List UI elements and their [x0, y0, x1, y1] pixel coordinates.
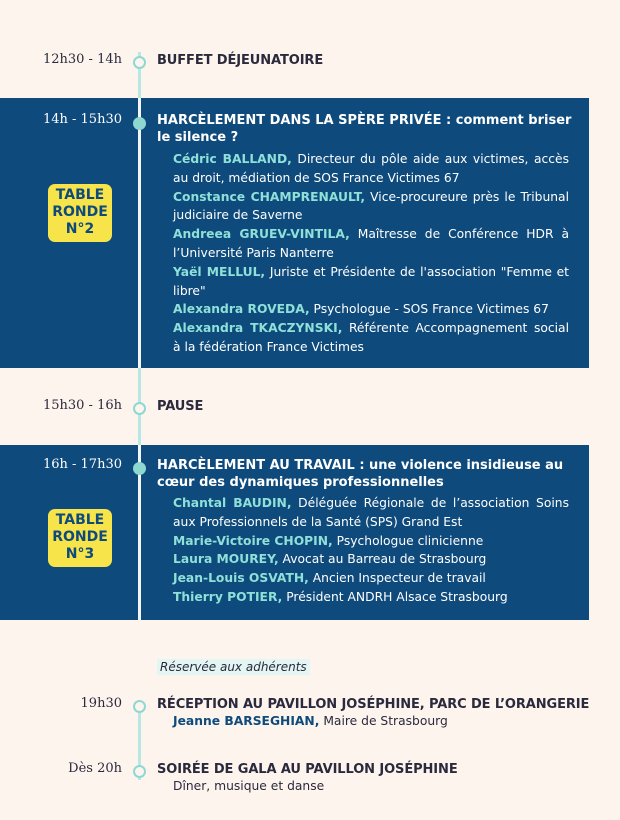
speaker-role: Psychologue - SOS France Victimes 67: [309, 302, 549, 317]
speaker: [173, 588, 569, 607]
roundtable-3-title: HARCÈLEMENT AU TRAVAIL : une violence insidieuse au cœur des dynamiques professionnelles: [157, 458, 564, 490]
speaker-role: Président ANDRH Alsace Strasbourg: [282, 589, 508, 604]
speaker: [173, 532, 569, 551]
speaker-role: Avocat au Barreau de Strasbourg: [278, 552, 487, 567]
time-gala: Dès 20h: [68, 761, 122, 776]
speaker-name: Thierry POTIER,: [173, 589, 283, 604]
timeline-dot-roundtable-3: [133, 462, 146, 475]
speaker-role: Référente Accompagnement social à la fédération France Victimes: [173, 321, 569, 354]
speaker: [173, 569, 569, 588]
badge-line-1: TABLE: [55, 187, 105, 203]
speaker-name: Yaël MELLUL,: [173, 264, 266, 279]
roundtable-3-block: [0, 445, 589, 620]
badge-line-3: N°3: [65, 546, 95, 562]
roundtable-3-speakers: [173, 494, 569, 607]
roundtable-3-badge: [48, 509, 112, 567]
time-roundtable-3: 16h - 17h30: [42, 457, 122, 472]
speaker: [173, 300, 569, 319]
speaker-role: Maire de Strasbourg: [319, 714, 448, 728]
timeline-dot-gala: [133, 765, 146, 778]
time-reception: 19h30: [80, 696, 122, 711]
timeline-dot-pause: [133, 402, 146, 415]
speaker-role: Déléguée Régionale de l’association Soins aux Professionnels de la Santé (SPS) Grand Est: [173, 496, 570, 529]
speaker-role: Maîtresse de Conférence HDR à l’Université Paris Nanterre: [173, 227, 569, 260]
heading-pause: PAUSE: [157, 399, 204, 414]
speaker-role: Vice-procureure près le Tribunal judiciaire de Saverne: [173, 189, 570, 223]
roundtable-2-badge: [48, 184, 112, 242]
heading-reception: RÉCEPTION AU PAVILLON JOSÉPHINE, PARC DE L’ORANGERIE: [157, 697, 590, 712]
heading-buffet: BUFFET DÉJEUNATOIRE: [157, 53, 324, 68]
speaker-name: Alexandra TKACZYNSKI,: [173, 321, 343, 336]
speaker-name: Jeanne BARSEGHIAN,: [173, 714, 320, 728]
badge-line-1: TABLE: [55, 512, 105, 528]
speaker-name: Cédric BALLAND,: [173, 152, 292, 166]
badge-line-2: RONDE: [52, 204, 108, 220]
timeline-dot-reception: [133, 700, 146, 713]
speaker-name: Andreea GRUEV-VINTILA,: [173, 227, 350, 242]
time-buffet: 12h30 - 14h: [42, 52, 122, 67]
timeline-dot-buffet: [133, 56, 146, 69]
time-pause: 15h30 - 16h: [42, 398, 122, 413]
heading-gala: SOIRÉE DE GALA AU PAVILLON JOSÉPHINE: [157, 762, 458, 777]
badge-line-2: RONDE: [52, 529, 108, 545]
speaker: [173, 150, 569, 188]
speaker-role: Ancien Inspecteur de travail: [308, 571, 486, 586]
roundtable-2-block: [0, 98, 589, 368]
speaker: [173, 225, 569, 263]
timeline-dot-roundtable-2: [133, 117, 146, 130]
gala-subtitle: Dîner, musique et danse: [173, 779, 325, 793]
speaker-name: Laura MOUREY,: [173, 552, 279, 567]
speaker-name: Constance CHAMPRENAULT,: [173, 189, 366, 204]
speaker-role: Psychologue clinicienne: [332, 533, 484, 548]
speaker: [173, 319, 569, 357]
speaker-name: Alexandra ROVEDA,: [173, 302, 310, 317]
roundtable-2-title: HARCÈLEMENT DANS LA SPÈRE PRIVÉE : comment briser le silence ?: [157, 113, 572, 145]
members-only-note: Réservée aux adhérents: [157, 659, 310, 675]
timeline-line-block-2: [138, 98, 141, 368]
roundtable-2-speakers: [173, 150, 569, 357]
reception-speaker: [173, 714, 448, 728]
speaker: [173, 188, 569, 226]
time-roundtable-2: 14h - 15h30: [42, 112, 122, 127]
speaker-role: Directeur du pôle aide aux victimes, accès au droit, médiation de SOS France Victimes 67: [173, 152, 569, 185]
speaker: [173, 550, 569, 569]
speaker-name: Marie-Victoire CHOPIN,: [173, 533, 333, 548]
speaker-name: Chantal BAUDIN,: [173, 496, 292, 510]
badge-line-3: N°2: [65, 221, 95, 237]
speaker-role: Juriste et Présidente de l'association "Femme et libre": [173, 264, 569, 298]
speaker: [173, 494, 569, 532]
speaker-name: Jean-Louis OSVATH,: [173, 571, 309, 586]
speaker: [173, 263, 569, 301]
